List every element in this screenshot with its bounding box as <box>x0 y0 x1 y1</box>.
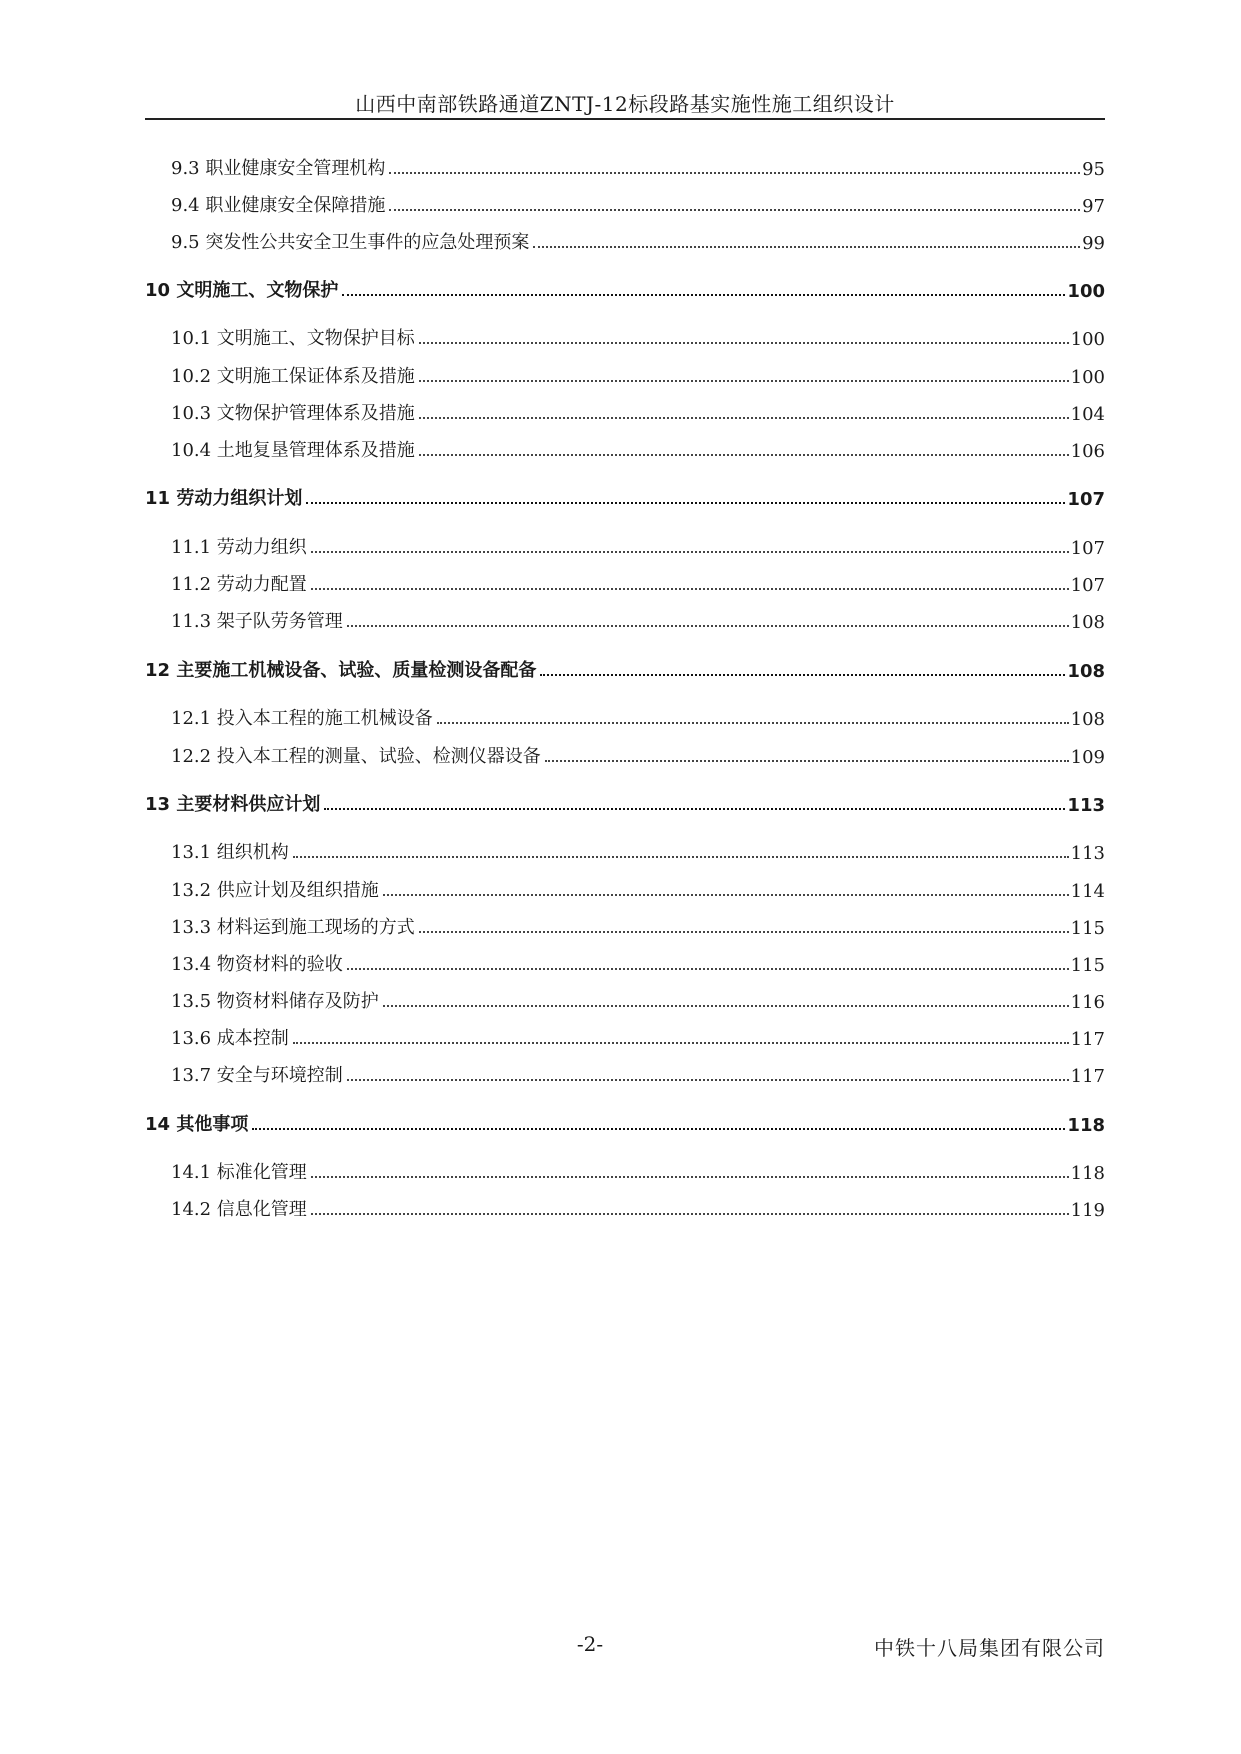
toc-entry-page-number: 119 <box>1070 1200 1105 1221</box>
toc-entry-page-number: 118 <box>1070 1163 1105 1184</box>
toc-chapter-entry[interactable] <box>145 272 1105 302</box>
toc-chapter-entry[interactable] <box>145 652 1105 682</box>
toc-entry-title: 10.3 文物保护管理体系及措施 <box>171 403 415 424</box>
toc-dot-leader <box>311 1176 1069 1178</box>
toc-dot-leader <box>311 588 1069 590</box>
toc-section-entry[interactable] <box>145 983 1105 1013</box>
toc-entry-title: 14.2 信息化管理 <box>171 1199 307 1220</box>
toc-entry-page-number: 115 <box>1070 955 1105 976</box>
toc-dot-leader <box>383 894 1069 896</box>
toc-dot-leader <box>419 931 1069 933</box>
toc-entry-page-number: 107 <box>1067 489 1105 510</box>
toc-dot-leader <box>347 625 1069 627</box>
toc-entry-page-number: 100 <box>1067 281 1105 302</box>
toc-section-entry[interactable] <box>145 700 1105 730</box>
toc-entry-page-number: 100 <box>1070 367 1105 388</box>
toc-entry-title: 13.2 供应计划及组织措施 <box>171 880 379 901</box>
toc-section-entry[interactable] <box>145 1191 1105 1221</box>
toc-dot-leader <box>342 294 1065 296</box>
toc-section-entry[interactable] <box>145 224 1105 254</box>
toc-dot-leader <box>437 722 1069 724</box>
toc-chapter-entry[interactable] <box>145 480 1105 510</box>
toc-section-entry[interactable] <box>145 187 1105 217</box>
toc-entry-page-number: 116 <box>1070 992 1105 1013</box>
toc-entry-title: 12 主要施工机械设备、试验、质量检测设备配备 <box>145 660 537 681</box>
toc-entry-page-number: 104 <box>1070 404 1105 425</box>
toc-section-entry[interactable] <box>145 603 1105 633</box>
toc-entry-title: 11.1 劳动力组织 <box>171 537 307 558</box>
toc-entry-title: 12.2 投入本工程的测量、试验、检测仪器设备 <box>171 746 541 767</box>
toc-entry-title: 14 其他事项 <box>145 1114 249 1135</box>
toc-entry-page-number: 95 <box>1082 159 1105 180</box>
toc-dot-leader <box>306 502 1065 504</box>
toc-dot-leader <box>419 380 1069 382</box>
toc-entry-page-number: 108 <box>1067 661 1105 682</box>
page-header-title: 山西中南部铁路通道ZNTJ-12标段路基实施性施工组织设计 <box>355 92 895 116</box>
toc-entry-page-number: 108 <box>1070 612 1105 633</box>
toc-dot-leader <box>389 209 1080 211</box>
toc-section-entry[interactable] <box>145 432 1105 462</box>
toc-dot-leader <box>293 1042 1069 1044</box>
toc-dot-leader <box>311 1213 1069 1215</box>
toc-entry-page-number: 115 <box>1070 918 1105 939</box>
toc-dot-leader <box>347 1079 1069 1081</box>
toc-section-entry[interactable] <box>145 872 1105 902</box>
toc-entry-title: 13.1 组织机构 <box>171 842 289 863</box>
toc-section-entry[interactable] <box>145 946 1105 976</box>
toc-section-entry[interactable] <box>145 566 1105 596</box>
page-number: -2- <box>576 1632 604 1656</box>
toc-section-entry[interactable] <box>145 1154 1105 1184</box>
toc-section-entry[interactable] <box>145 738 1105 768</box>
toc-chapter-entry[interactable] <box>145 786 1105 816</box>
toc-entry-title: 11 劳动力组织计划 <box>145 488 303 509</box>
toc-entry-title: 13.4 物资材料的验收 <box>171 954 343 975</box>
toc-section-entry[interactable] <box>145 909 1105 939</box>
toc-entry-title: 13.7 安全与环境控制 <box>171 1065 343 1086</box>
toc-entry-page-number: 108 <box>1070 709 1105 730</box>
toc-entry-page-number: 100 <box>1070 329 1105 350</box>
toc-dot-leader <box>389 172 1080 174</box>
toc-entry-title: 10.2 文明施工保证体系及措施 <box>171 366 415 387</box>
toc-chapter-entry[interactable] <box>145 1106 1105 1136</box>
toc-dot-leader <box>311 551 1069 553</box>
toc-entry-page-number: 107 <box>1070 538 1105 559</box>
toc-entry-page-number: 113 <box>1070 843 1105 864</box>
toc-entry-page-number: 117 <box>1070 1029 1105 1050</box>
toc-entry-title: 9.3 职业健康安全管理机构 <box>171 158 386 179</box>
toc-entry-title: 13.6 成本控制 <box>171 1028 289 1049</box>
toc-dot-leader <box>419 417 1069 419</box>
toc-entry-title: 9.4 职业健康安全保障措施 <box>171 195 386 216</box>
toc-section-entry[interactable] <box>145 358 1105 388</box>
toc-dot-leader <box>324 808 1065 810</box>
toc-entry-page-number: 113 <box>1067 795 1105 816</box>
toc-entry-page-number: 114 <box>1070 881 1105 902</box>
toc-dot-leader <box>419 454 1069 456</box>
toc-entry-title: 11.3 架子队劳务管理 <box>171 611 343 632</box>
toc-dot-leader <box>545 760 1069 762</box>
header-divider <box>145 118 1105 120</box>
toc-dot-leader <box>540 674 1065 676</box>
toc-dot-leader <box>419 342 1069 344</box>
toc-entry-title: 13 主要材料供应计划 <box>145 794 321 815</box>
toc-section-entry[interactable] <box>145 834 1105 864</box>
toc-entry-title: 14.1 标准化管理 <box>171 1162 307 1183</box>
toc-entry-title: 13.5 物资材料储存及防护 <box>171 991 379 1012</box>
toc-dot-leader <box>383 1005 1069 1007</box>
toc-entry-page-number: 109 <box>1070 747 1105 768</box>
toc-section-entry[interactable] <box>145 1057 1105 1087</box>
toc-dot-leader <box>252 1128 1065 1130</box>
toc-entry-title: 10.1 文明施工、文物保护目标 <box>171 328 415 349</box>
toc-entry-title: 10.4 土地复垦管理体系及措施 <box>171 440 415 461</box>
toc-entry-title: 10 文明施工、文物保护 <box>145 280 339 301</box>
toc-entry-title: 13.3 材料运到施工现场的方式 <box>171 917 415 938</box>
toc-entry-page-number: 117 <box>1070 1066 1105 1087</box>
toc-entry-page-number: 118 <box>1067 1115 1105 1136</box>
toc-dot-leader <box>347 968 1069 970</box>
toc-section-entry[interactable] <box>145 1020 1105 1050</box>
toc-section-entry[interactable] <box>145 529 1105 559</box>
toc-dot-leader <box>533 246 1080 248</box>
toc-entry-page-number: 97 <box>1082 196 1105 217</box>
toc-entry-title: 9.5 突发性公共安全卫生事件的应急处理预案 <box>171 232 530 253</box>
toc-entry-page-number: 107 <box>1070 575 1105 596</box>
toc-entry-page-number: 106 <box>1070 441 1105 462</box>
toc-entry-page-number: 99 <box>1082 233 1105 254</box>
toc-section-entry[interactable] <box>145 150 1105 180</box>
company-name: 中铁十八局集团有限公司 <box>874 1636 1105 1660</box>
toc-section-entry[interactable] <box>145 395 1105 425</box>
toc-entry-title: 12.1 投入本工程的施工机械设备 <box>171 708 433 729</box>
toc-entry-title: 11.2 劳动力配置 <box>171 574 307 595</box>
toc-section-entry[interactable] <box>145 320 1105 350</box>
toc-dot-leader <box>293 856 1069 858</box>
